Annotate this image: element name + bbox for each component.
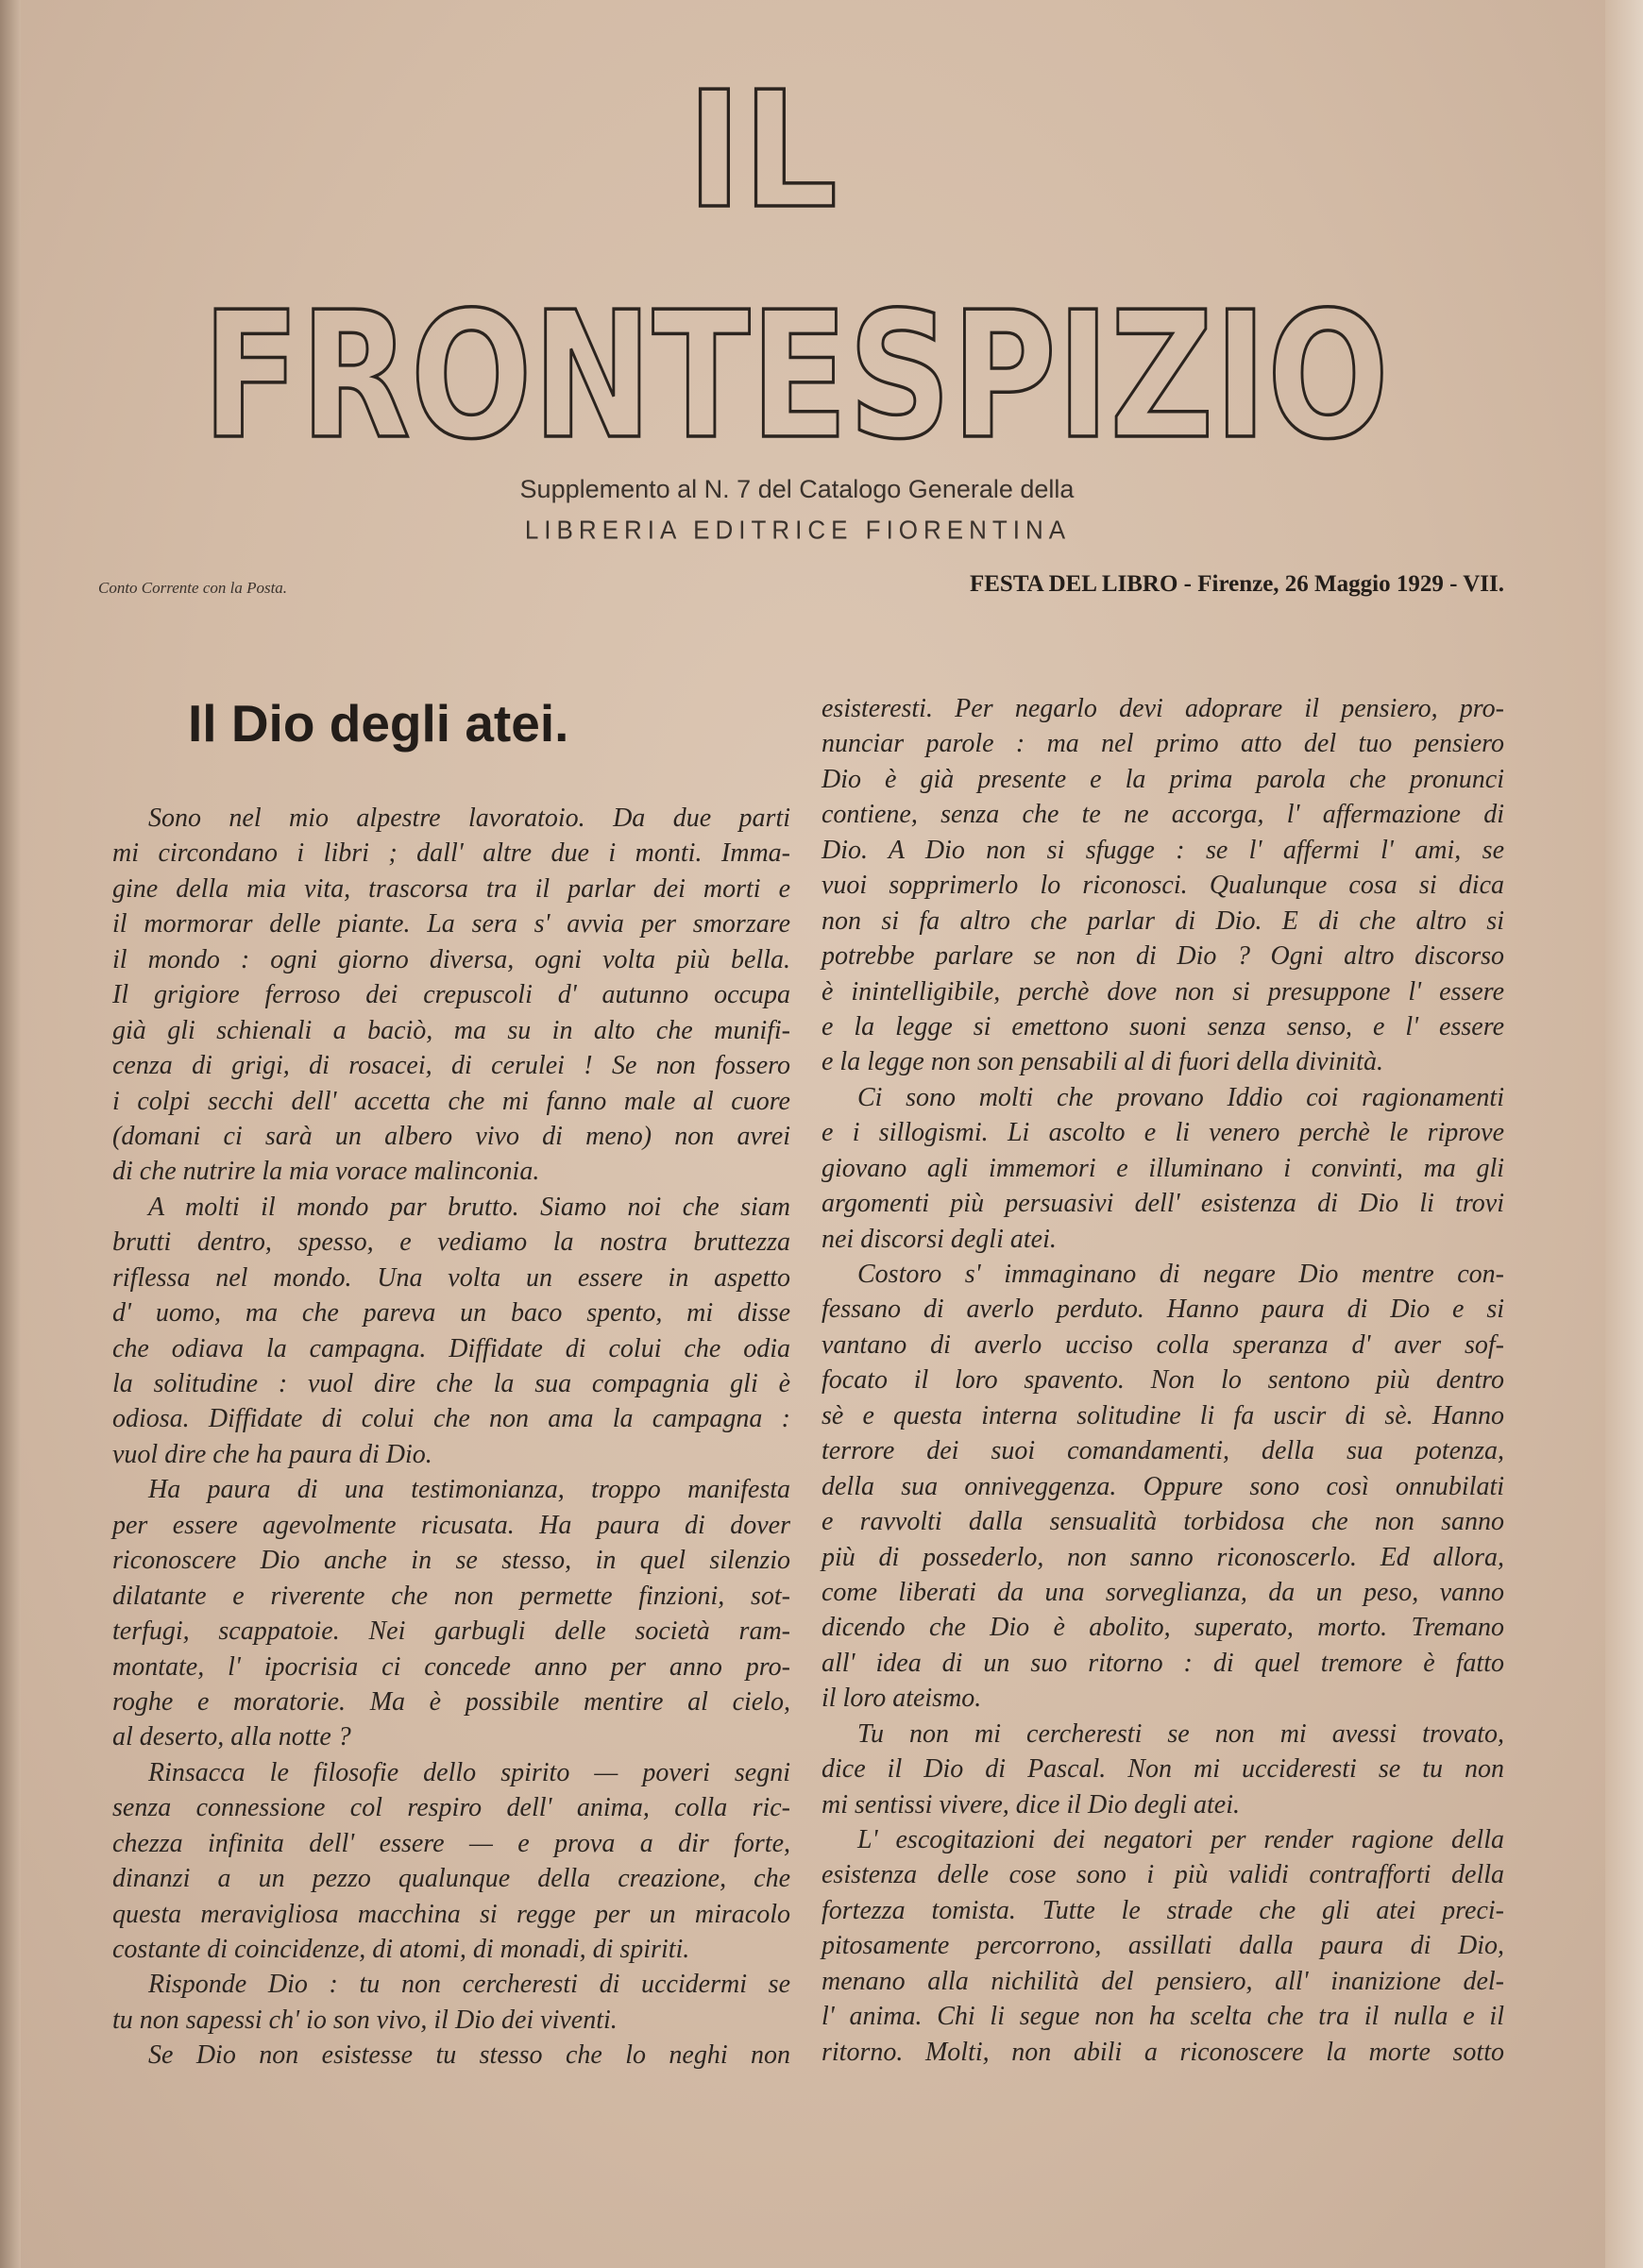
text-line: fessano di averlo perduto. Hanno paura di Dio e si [822,1295,1504,1325]
text-line: argomenti più persuasivi dell' esistenza di Dio li trovi [822,1189,1504,1219]
text-line: più di possederlo, non sanno riconoscerlo. Ed allora, [822,1542,1504,1572]
text-line: Rinsacca le filosofie dello spirito — poveri segni [148,1757,790,1787]
text-line: e la legge si emettono suoni senza senso, e l' essere [822,1011,1504,1041]
text-line: giovano agli immemori e illuminano i convinti, ma gli [822,1153,1504,1183]
text-line: ritorno. Molti, non abili a riconoscere la morte sotto [822,2037,1504,2067]
title-line-2: FRONTESPIZIO [202,274,1389,453]
text-line: dilatante e riverente che non permette finzioni, sot- [112,1581,790,1611]
text-line: che odiava la campagna. Diffidate di colui che odia [112,1333,790,1363]
text-line: esisteresti. Per negarlo devi adoprare il pensiero, pro- [822,694,1504,723]
text-line: Ha paura di una testimonianza, troppo manifesta [148,1475,790,1505]
text-line: Ci sono molti che provano Iddio coi ragionamenti [857,1082,1504,1112]
text-line: Risponde Dio : tu non cercheresti di uccidermi se [148,1970,790,2000]
text-line: terfugi, scappatoie. Nei garbugli delle società ram- [112,1616,790,1647]
text-line: vantano di averlo ucciso colla speranza d' aver sof- [822,1329,1504,1360]
text-line: della sua onniveggenza. Oppure sono così onnubilati [822,1471,1504,1501]
text-line: di che nutrire la mia vorace malinconia. [112,1157,540,1187]
text-line: terrore dei suoi comandamenti, della sua potenza, [822,1436,1504,1466]
text-line: Il grigiore ferroso dei crepuscoli d' autunno occupa [112,980,790,1010]
text-line: vuoi sopprimerlo lo riconosci. Qualunque cosa si dica [822,871,1504,901]
text-line: dicendo che Dio è abolito, superato, morto. Tremano [822,1613,1504,1643]
article-column-right [822,691,1504,2070]
text-line: costante di coincidenze, di atomi, di monadi, di spiriti. [112,1935,690,1964]
text-line: Sono nel mio alpestre lavoratoio. Da due parti [148,804,790,833]
text-line: il mormorar delle piante. La sera s' avvia per smorzare [112,909,790,939]
publisher-name: LIBRERIA EDITRICE FIORENTINA [524,514,1072,546]
text-line: mi sentissi vivere, dice il Dio degli atei. [822,1789,1240,1819]
text-line: gine della mia vita, trascorsa tra il parlar dei morti e [112,873,790,904]
text-line: montate, l' ipocrisia ci concede anno per anno pro- [112,1651,790,1682]
text-line: menano alla nichilità del pensiero, all' inanizione del- [822,1966,1504,1996]
text-line: roghe e moratorie. Ma è possibile mentire al cielo, [112,1686,790,1717]
text-line: A molti il mondo par brutto. Siamo noi che siam [148,1192,790,1222]
text-line: fortezza tomista. Tutte le strade che gli atei preci- [822,1895,1504,1925]
article-title: Il Dio degli atei. [188,694,569,753]
article-column-left [112,801,790,2073]
text-line: l' anima. Chi li segue non ha scelta che tra il nulla e il [822,2002,1504,2032]
text-line: il mondo : ogni giorno diversa, ogni volta più bella. [112,944,790,974]
text-line: riconoscere Dio anche in se stesso, in quel silenzio [112,1546,790,1576]
text-line: potrebbe parlare se non di Dio ? Ogni altro discorso [822,941,1504,972]
dateline: FESTA DEL LIBRO - Firenze, 26 Maggio 1929 - VII. [969,571,1504,597]
text-line: Costoro s' immaginano di negare Dio mentre con- [857,1260,1504,1289]
postal-note: Conto Corrente con la Posta. [98,579,288,597]
text-line: focato il loro spavento. Non lo sentono più dentro [822,1365,1504,1396]
text-line: cenza di grigi, di rosacei, di cerulei ! Se non fossero [112,1051,790,1081]
text-line: nunciar parole : ma nel primo atto del tuo pensiero [822,729,1504,759]
text-line: tu non sapessi ch' io son vivo, il Dio dei viventi. [112,2005,618,2035]
text-line: dinanzi a un pezzo qualunque della creazione, che [112,1864,790,1894]
text-line: odiosa. Diffidate di colui che non ama la campagna : [112,1404,790,1434]
text-line: nei discorsi degli atei. [822,1224,1057,1254]
text-line: e ravvolti dalla sensualità torbidosa che non sanno [822,1507,1504,1537]
text-line: Dio. A Dio non si sfugge : se l' affermi l' ami, se [822,835,1504,865]
text-line: brutti dentro, spesso, e vediamo la nostra bruttezza [112,1227,790,1258]
text-line: è inintelligibile, perchè dove non si presuppone l' essere [822,976,1504,1007]
text-line: Tu non mi cercheresti se non mi avessi trovato, [857,1718,1504,1749]
text-line: contiene, senza che te ne accorga, l' affermazione di [822,800,1504,830]
text-line: esistenza delle cose sono i più validi contrafforti della [822,1860,1504,1890]
text-line: Se Dio non esistesse tu stesso che lo neghi non [148,2040,790,2071]
text-line: e la legge non son pensabili al di fuori della divinità. [822,1047,1383,1077]
text-line: già gli schienali a baciò, ma su in alto che munifi- [112,1015,790,1045]
text-line: d' uomo, ma che pareva un baco spento, mi disse [112,1298,790,1329]
text-line: all' idea di un suo ritorno : di quel tremore è fatto [822,1648,1504,1678]
text-line: non si fa altro che parlar di Dio. E di che altro si [822,906,1504,936]
masthead-title-logo [0,0,1643,453]
text-line: per essere agevolmente ricusata. Ha paura di dover [112,1510,790,1540]
text-line: la solitudine : vuol dire che la sua compagnia gli è [112,1369,790,1398]
text-line: mi circondano i libri ; dall' altre due i monti. Imma- [112,838,790,869]
text-line: senza connessione col respiro dell' anima, colla ric- [112,1793,790,1823]
title-line-1: IL [686,58,838,245]
text-line: e i sillogismi. Li ascolto e li venero perchè le riprove [822,1118,1504,1148]
text-line: dice il Dio di Pascal. Non mi uccideresti se tu non [822,1754,1504,1785]
text-line: pitosamente percorrono, assillati dalla paura di Dio, [822,1931,1504,1961]
supplement-line: Supplemento al N. 7 del Catalogo Generale della [519,475,1075,503]
text-line: questa meravigliosa macchina si regge per un miracolo [112,1899,790,1929]
text-line: sè e questa interna solitudine li fa uscir di sè. Hanno [822,1400,1504,1430]
text-line: il loro ateismo. [822,1684,982,1714]
text-line: al deserto, alla notte ? [112,1722,351,1752]
text-line: come liberati da una sorveglianza, da un peso, vanno [822,1577,1504,1607]
text-line: vuol dire che ha paura di Dio. [112,1439,432,1469]
text-line: L' escogitazioni dei negatori per render ragione della [857,1825,1504,1854]
text-line: (domani ci sarà un albero vivo di meno) non avrei [112,1121,790,1151]
text-line: i colpi secchi dell' accetta che mi fanno male al cuore [112,1086,790,1116]
text-line: chezza infinita dell' essere — e prova a dir forte, [112,1828,790,1858]
text-line: Dio è già presente e la prima parola che pronunci [822,764,1504,794]
text-line: riflessa nel mondo. Una volta un essere in aspetto [112,1262,790,1293]
